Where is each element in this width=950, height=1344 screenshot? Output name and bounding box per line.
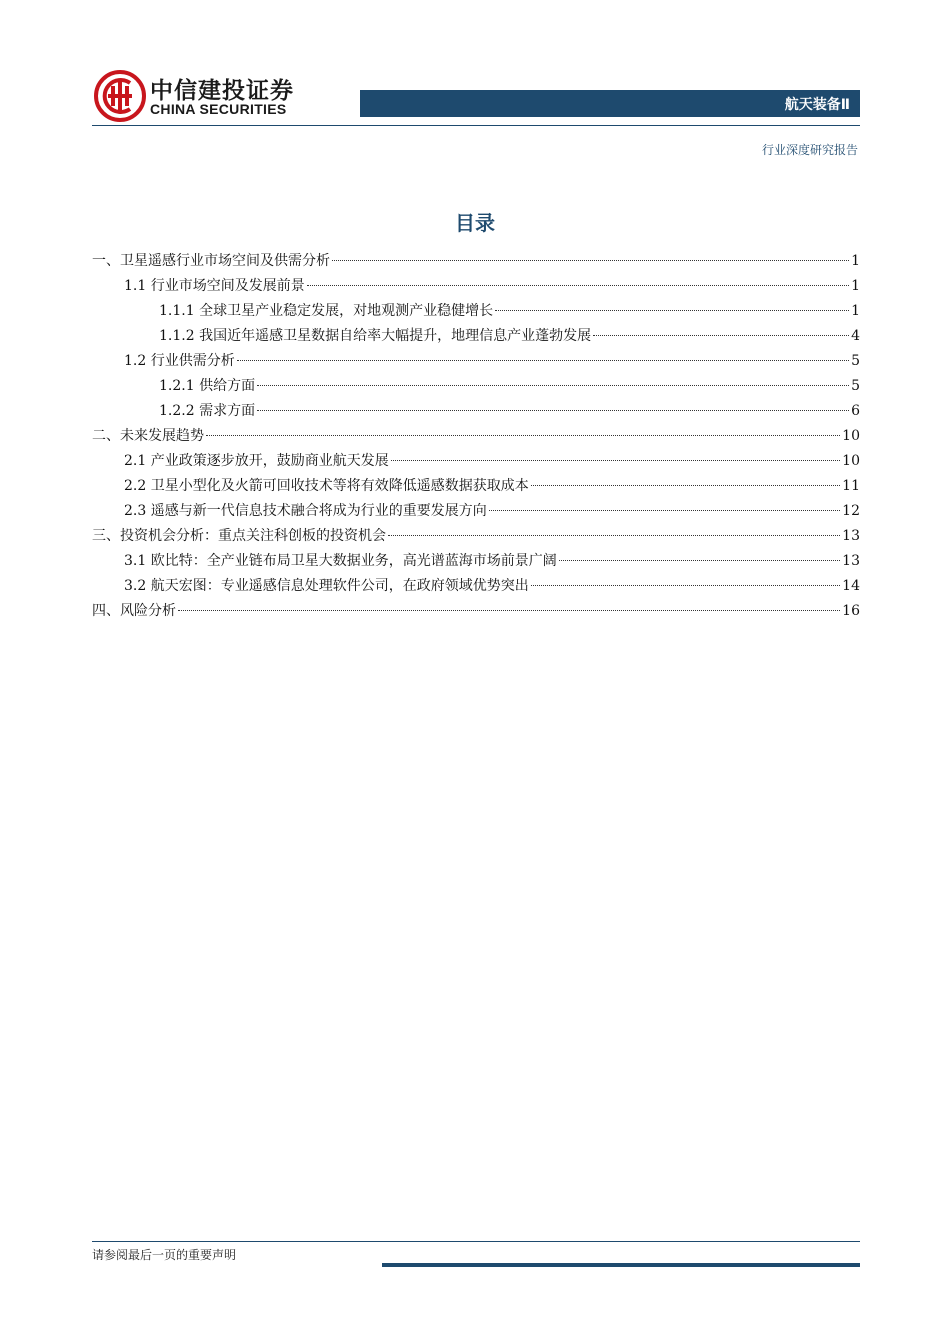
toc-entry[interactable]	[92, 424, 860, 449]
toc-leader-dots	[206, 435, 840, 436]
toc-entry-page: 12	[842, 503, 860, 519]
toc-entry-page: 13	[842, 528, 860, 544]
toc-entry[interactable]	[92, 599, 860, 624]
toc-leader-dots	[495, 310, 849, 311]
toc-entry-page: 5	[851, 378, 860, 394]
toc-entry-title: 1.1.2 我国近年遥感卫星数据自给率大幅提升，地理信息产业蓬勃发展	[159, 328, 592, 344]
toc-leader-dots	[531, 585, 840, 586]
table-of-contents	[92, 249, 860, 624]
sector-label: 航天装备Ⅱ	[784, 97, 850, 113]
toc-entry[interactable]	[92, 374, 860, 399]
toc-entry-page: 10	[842, 453, 860, 469]
toc-leader-dots	[559, 560, 840, 561]
toc-entry[interactable]	[92, 499, 860, 524]
toc-entry-page: 1	[851, 278, 860, 294]
toc-entry-title: 1.2.2 需求方面	[159, 403, 256, 419]
toc-leader-dots	[531, 485, 840, 486]
toc-entry-page: 11	[842, 478, 860, 494]
toc-entry-title: 3.1 欧比特：全产业链布局卫星大数据业务，高光谱蓝海市场前景广阔	[124, 553, 557, 569]
toc-entry-title: 1.1 行业市场空间及发展前景	[124, 278, 305, 294]
toc-leader-dots	[489, 510, 840, 511]
toc-entry-title: 三、投资机会分析：重点关注科创板的投资机会	[92, 528, 386, 544]
toc-entry[interactable]	[92, 249, 860, 274]
toc-entry-page: 10	[842, 428, 860, 444]
toc-entry-page: 6	[851, 403, 860, 419]
toc-entry[interactable]	[92, 524, 860, 549]
toc-leader-dots	[257, 385, 849, 386]
toc-entry[interactable]	[92, 549, 860, 574]
toc-entry-title: 1.1.1 全球卫星产业稳定发展，对地观测产业稳健增长	[159, 303, 494, 319]
toc-entry[interactable]	[92, 299, 860, 324]
toc-leader-dots	[257, 410, 849, 411]
toc-entry[interactable]	[92, 324, 860, 349]
toc-entry-title: 1.2.1 供给方面	[159, 378, 256, 394]
report-type: 行业深度研究报告	[761, 143, 858, 157]
toc-entry[interactable]	[92, 349, 860, 374]
toc-entry[interactable]	[92, 474, 860, 499]
footer-bar	[382, 1263, 860, 1267]
toc-entry-title: 二、未来发展趋势	[92, 428, 204, 444]
toc-entry-title: 四、风险分析	[92, 603, 176, 619]
toc-entry-title: 2.2 卫星小型化及火箭可回收技术等将有效降低遥感数据获取成本	[124, 478, 529, 494]
toc-entry-page: 5	[851, 353, 860, 369]
brand-name-en: CHINA SECURITIES	[150, 101, 287, 117]
toc-leader-dots	[388, 535, 840, 536]
toc-entry[interactable]	[92, 399, 860, 424]
toc-entry-page: 1	[851, 303, 860, 319]
toc-entry-title: 一、卫星遥感行业市场空间及供需分析	[92, 253, 330, 269]
footer-divider	[92, 1241, 860, 1242]
toc-leader-dots	[593, 335, 849, 336]
toc-leader-dots	[178, 610, 840, 611]
toc-entry-title: 2.1 产业政策逐步放开，鼓励商业航天发展	[124, 453, 389, 469]
toc-entry-title: 3.2 航天宏图：专业遥感信息处理软件公司，在政府领域优势突出	[124, 578, 529, 594]
company-logo-icon	[94, 70, 146, 122]
toc-entry[interactable]	[92, 574, 860, 599]
toc-entry[interactable]	[92, 274, 860, 299]
toc-entry-page: 14	[842, 578, 860, 594]
brand-name-cn: 中信建投证券	[150, 78, 294, 104]
header-divider	[92, 125, 860, 126]
header-bar	[360, 90, 860, 117]
toc-leader-dots	[237, 360, 849, 361]
toc-entry-page: 1	[851, 253, 860, 269]
toc-entry-page: 16	[842, 603, 860, 619]
toc-leader-dots	[307, 285, 849, 286]
toc-entry-title: 2.3 遥感与新一代信息技术融合将成为行业的重要发展方向	[124, 503, 487, 519]
footer-disclaimer: 请参阅最后一页的重要声明	[92, 1248, 237, 1262]
toc-leader-dots	[332, 260, 849, 261]
toc-entry-page: 4	[851, 328, 860, 344]
toc-entry[interactable]	[92, 449, 860, 474]
toc-entry-title: 1.2 行业供需分析	[124, 353, 235, 369]
toc-title: 目录	[455, 211, 495, 235]
toc-leader-dots	[391, 460, 840, 461]
toc-entry-page: 13	[842, 553, 860, 569]
